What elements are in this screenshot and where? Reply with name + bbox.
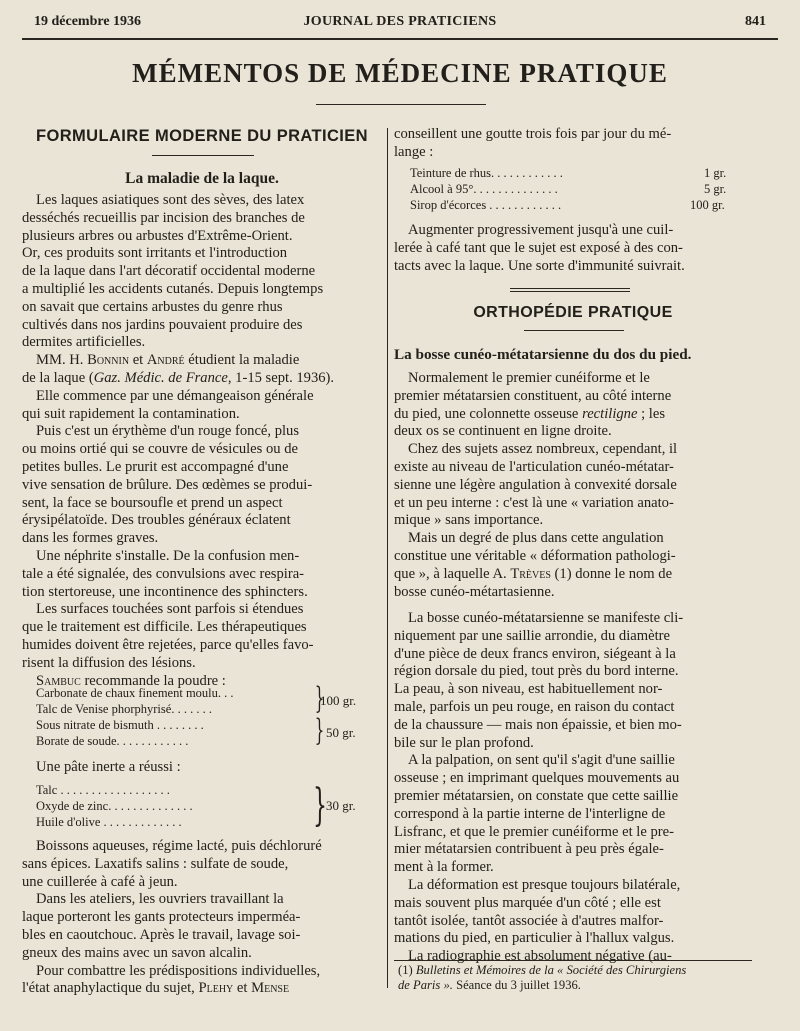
text-line: de la chaussure — mais non épaissie, et bien mo- <box>394 716 682 733</box>
text-line: que le traitement est difficile. Les thérapeutiques <box>22 619 307 636</box>
text-line: Normalement le premier cunéiforme et le <box>408 370 650 386</box>
text-line: premier métatarsien, on constate que cette saillie <box>394 787 679 804</box>
laque-continued <box>394 126 752 162</box>
text-line: Les surfaces touchées sont parfois si étendues <box>36 601 304 618</box>
laque-treatment <box>22 838 382 998</box>
last-line: l'état anaphylactique du sujet, Plehy et Mense <box>22 980 290 997</box>
text-line: Lisfranc, et que le premier cunéiforme et le pre- <box>394 823 674 840</box>
text-line: Dans les ateliers, les ouvriers travaillant la <box>36 891 284 908</box>
text-line: cultivés dans nos jardins pouvaient produire des <box>22 316 303 333</box>
text-line: male, parfois un peu rouge, en raison du contact <box>394 698 675 715</box>
brace-icon: } <box>314 681 325 716</box>
section-rule <box>524 330 624 331</box>
text-line: mations du pied, en particulier à l'hallux valgus. <box>394 930 675 947</box>
text-line: sent, la face se boursoufle et prend un aspect <box>22 494 283 511</box>
powder-intro: Sambuc recommande la poudre : <box>36 672 226 689</box>
text-line: Pour combattre les prédispositions individuelles, <box>36 962 321 979</box>
title-underline <box>316 104 486 105</box>
dosage-text <box>394 222 752 275</box>
brace-icon: } <box>313 780 327 831</box>
text-line: conseillent une goutte trois fois par jour du mé- <box>394 126 672 142</box>
text-line: Or, ces produits sont irritants et l'introduction <box>22 245 288 262</box>
text-line: ou moins ortié qui se couvre de vésicules ou de <box>22 441 298 458</box>
text-line: La radiographie est absolument négative (au- <box>408 948 672 965</box>
text-line: et un peu interne : c'est là une « variation anato- <box>394 494 674 511</box>
text-line: qui suit rapidement la contamination. <box>22 405 240 422</box>
text-line: tantôt isolée, tantôt associée à d'autres malfor- <box>394 912 664 929</box>
footnote: (1) Bulletins et Mémoires de la « Société des Chirurgiens de Paris ». Séance du 3 juillet 1936. <box>398 963 687 992</box>
text-line: A la palpation, on sent qu'il s'agit d'une saillie <box>408 752 675 769</box>
text-line: Puis c'est un érythème d'un rouge foncé, plus <box>36 423 300 440</box>
citation-line: de la laque (Gaz. Médic. de France, 1-15 sept. 1936). <box>22 369 335 386</box>
issue-date: 19 décembre 1936 <box>34 14 142 29</box>
journal-citation: Gaz. Médic. de France <box>93 369 228 386</box>
page-title: MÉMENTOS DE MÉDECINE PRATIQUE <box>132 58 668 88</box>
mixture-line: Sirop d'écorces . . . . . . . . . . . . <box>410 198 562 212</box>
formula-line: Carbonate de chaux finement moulu. . . <box>36 686 234 700</box>
article-title-bosse: La bosse cunéo-métatarsienne du dos du pied. <box>394 346 692 363</box>
text-line: deux os se continuent en ligne droite. <box>394 423 612 440</box>
mixture-line: Teinture de rhus. . . . . . . . . . . . <box>410 166 563 180</box>
journal-name: JOURNAL DES PRATICIENS <box>303 14 497 29</box>
formula-line: Talc de Venise phorphyrisé. . . . . . . <box>36 702 212 716</box>
footnote-rule <box>394 960 752 961</box>
text-line: une cuillerée à café à jeun. <box>22 873 178 890</box>
text-line: érysipélatoïde. Des troubles généraux éclatent <box>22 512 291 529</box>
running-head <box>34 14 766 34</box>
formula-line: Sous nitrate de bismuth . . . . . . . . <box>36 718 204 732</box>
text-line: vive sensation de brûlure. Des œdèmes se produi- <box>22 476 313 493</box>
section-title-orthopedie: ORTHOPÉDIE PRATIQUE <box>473 304 673 321</box>
brace-icon: } <box>314 713 325 748</box>
text-line: tacts avec la laque. Une sorte d'immunité suivrait. <box>394 257 685 274</box>
formula-line: Borate de soude. . . . . . . . . . . . <box>36 734 189 748</box>
text-line: Les laques asiatiques sont des sèves, des latex <box>36 192 305 208</box>
section-rule <box>152 155 254 156</box>
text-line: bile sur le plan profond. <box>394 734 534 751</box>
text-line: dermites artificielles. <box>22 334 146 351</box>
quantity: 100 gr. <box>690 198 725 212</box>
text-line: sienne une légère angulation à convexité dorsale <box>394 476 677 493</box>
bosse-intro <box>394 370 752 601</box>
laque-intro <box>22 192 382 690</box>
text-line: sans épices. Laxatifs salins : sulfate de soude, <box>22 855 289 872</box>
text-line: existe au niveau de l'articulation cunéo-métatar- <box>394 458 674 475</box>
text-line: que », à laquelle A. Trèves (1) donne le nom de <box>394 565 673 582</box>
text-line: dans les formes graves. <box>22 530 159 547</box>
paste-intro: Une pâte inerte a réussi : <box>36 759 181 775</box>
emphasis: rectiligne <box>582 405 638 422</box>
text-line: tale a été signalée, des convulsions avec respira- <box>22 565 305 582</box>
text-line: mier métatarsien contribuent à peu près égale- <box>394 841 664 858</box>
text-line: gneux des mains avec un savon alcalin. <box>22 944 252 961</box>
text-line: plusieurs arbres ou arbustes d'Extrême-Orient. <box>22 227 293 244</box>
text-line: de la laque dans l'art décoratif occidental moderne <box>22 263 316 280</box>
text-line: premier métatarsien constituent, au côté interne <box>394 387 672 404</box>
page-number: 841 <box>745 14 766 29</box>
header-rule <box>22 38 778 40</box>
text-line: osseuse ; en imprimant quelques mouvements au <box>394 770 680 787</box>
author-plehy: Plehy <box>198 980 234 997</box>
author-sambuc: Sambuc <box>36 672 81 689</box>
text-line: Augmenter progressivement jusqu'à une cuil- <box>408 222 674 238</box>
text-line: niquement par une saillie arrondie, du diamètre <box>394 627 670 644</box>
text-line: risent la diffusion des lésions. <box>22 654 196 671</box>
authors-line: MM. H. Bonnin et André étudient la maladie <box>36 352 300 369</box>
text-line: lange : <box>394 143 434 160</box>
bosse-clinical <box>394 610 752 966</box>
author-andre: André <box>146 352 185 369</box>
quantity: 50 gr. <box>326 725 356 740</box>
formula-line: Huile d'olive . . . . . . . . . . . . . <box>36 815 182 829</box>
text-line: petites bulles. Le prurit est accompagné d'une <box>22 458 289 475</box>
text-line: bles en caoutchouc. Après le travail, lavage soi- <box>22 926 301 943</box>
text-line: ment à la former. <box>394 859 494 876</box>
article-title-laque: La maladie de la laque. <box>125 170 279 187</box>
text-line: La déformation est presque toujours bilatérale, <box>408 876 681 893</box>
formula-line: Talc . . . . . . . . . . . . . . . . . . <box>36 783 170 797</box>
quantity: 5 gr. <box>704 182 727 196</box>
text-line: région dorsale du pied, tout près du bord interne. <box>394 663 679 680</box>
text-line: correspond à la partie interne de l'interligne de <box>394 805 666 822</box>
text-line: on savait que certains arbustes du genre rhus <box>22 298 283 315</box>
column-separator <box>387 128 388 988</box>
text-line: Une néphrite s'installe. De la confusion men- <box>36 547 300 564</box>
double-rule <box>510 288 630 289</box>
text-line: d'une pièce de deux francs environ, siégeant à la <box>394 645 676 662</box>
formula-line: Oxyde de zinc. . . . . . . . . . . . . . <box>36 799 193 813</box>
author-treves: Trèves <box>510 565 551 582</box>
text-line: mique » sans importance. <box>394 512 544 529</box>
text-line: tion stertoreuse, une incontinence des sphincters. <box>22 583 308 600</box>
quantity: 100 gr. <box>320 693 357 708</box>
double-rule <box>510 291 630 292</box>
text-line: Mais un degré de plus dans cette angulation <box>408 530 664 547</box>
text-line: du pied, une colonnette osseuse rectiligne ; les <box>394 405 666 422</box>
text-line: bosse cunéo-métartasienne. <box>394 583 555 600</box>
section-title-formulaire: FORMULAIRE MODERNE DU PRATICIEN <box>35 127 368 145</box>
text-line: Chez des sujets assez nombreux, cependant, il <box>408 441 678 458</box>
text-line: La peau, à son niveau, est habituellement nor- <box>394 681 663 698</box>
quantity: 1 gr. <box>704 166 727 180</box>
text-line: a multiplié les accidents cutanés. Depuis longtemps <box>22 280 324 297</box>
text-line: Boissons aqueuses, régime lacté, puis déchloruré <box>36 838 322 854</box>
text-line: constitue une véritable « déformation pathologi- <box>394 547 676 564</box>
text-line: laque porteront les gants protecteurs imperméa- <box>22 909 301 926</box>
text-line: Elle commence par une démangeaison générale <box>36 387 314 404</box>
author-mense: Mense <box>251 980 290 997</box>
text-line: mais souvent plus marquée d'un côté ; elle est <box>394 894 661 911</box>
text-line: desséchés recueillis par incision des branches de <box>22 209 305 226</box>
text-line: La bosse cunéo-métatarsienne se manifeste cli- <box>408 610 684 626</box>
footnote-citation: Bulletins et Mémoires de la « Société des Chirurgiens <box>415 963 687 977</box>
quantity: 30 gr. <box>326 798 356 813</box>
text-line: humides doivent être rejetées, parce qu'elles favo- <box>22 636 314 653</box>
text-line: lerée à café tant que le sujet est exposé à des con- <box>394 239 683 256</box>
mixture-line: Alcool à 95°. . . . . . . . . . . . . . <box>410 182 558 196</box>
author-bonnin: Bonnin <box>87 352 130 369</box>
